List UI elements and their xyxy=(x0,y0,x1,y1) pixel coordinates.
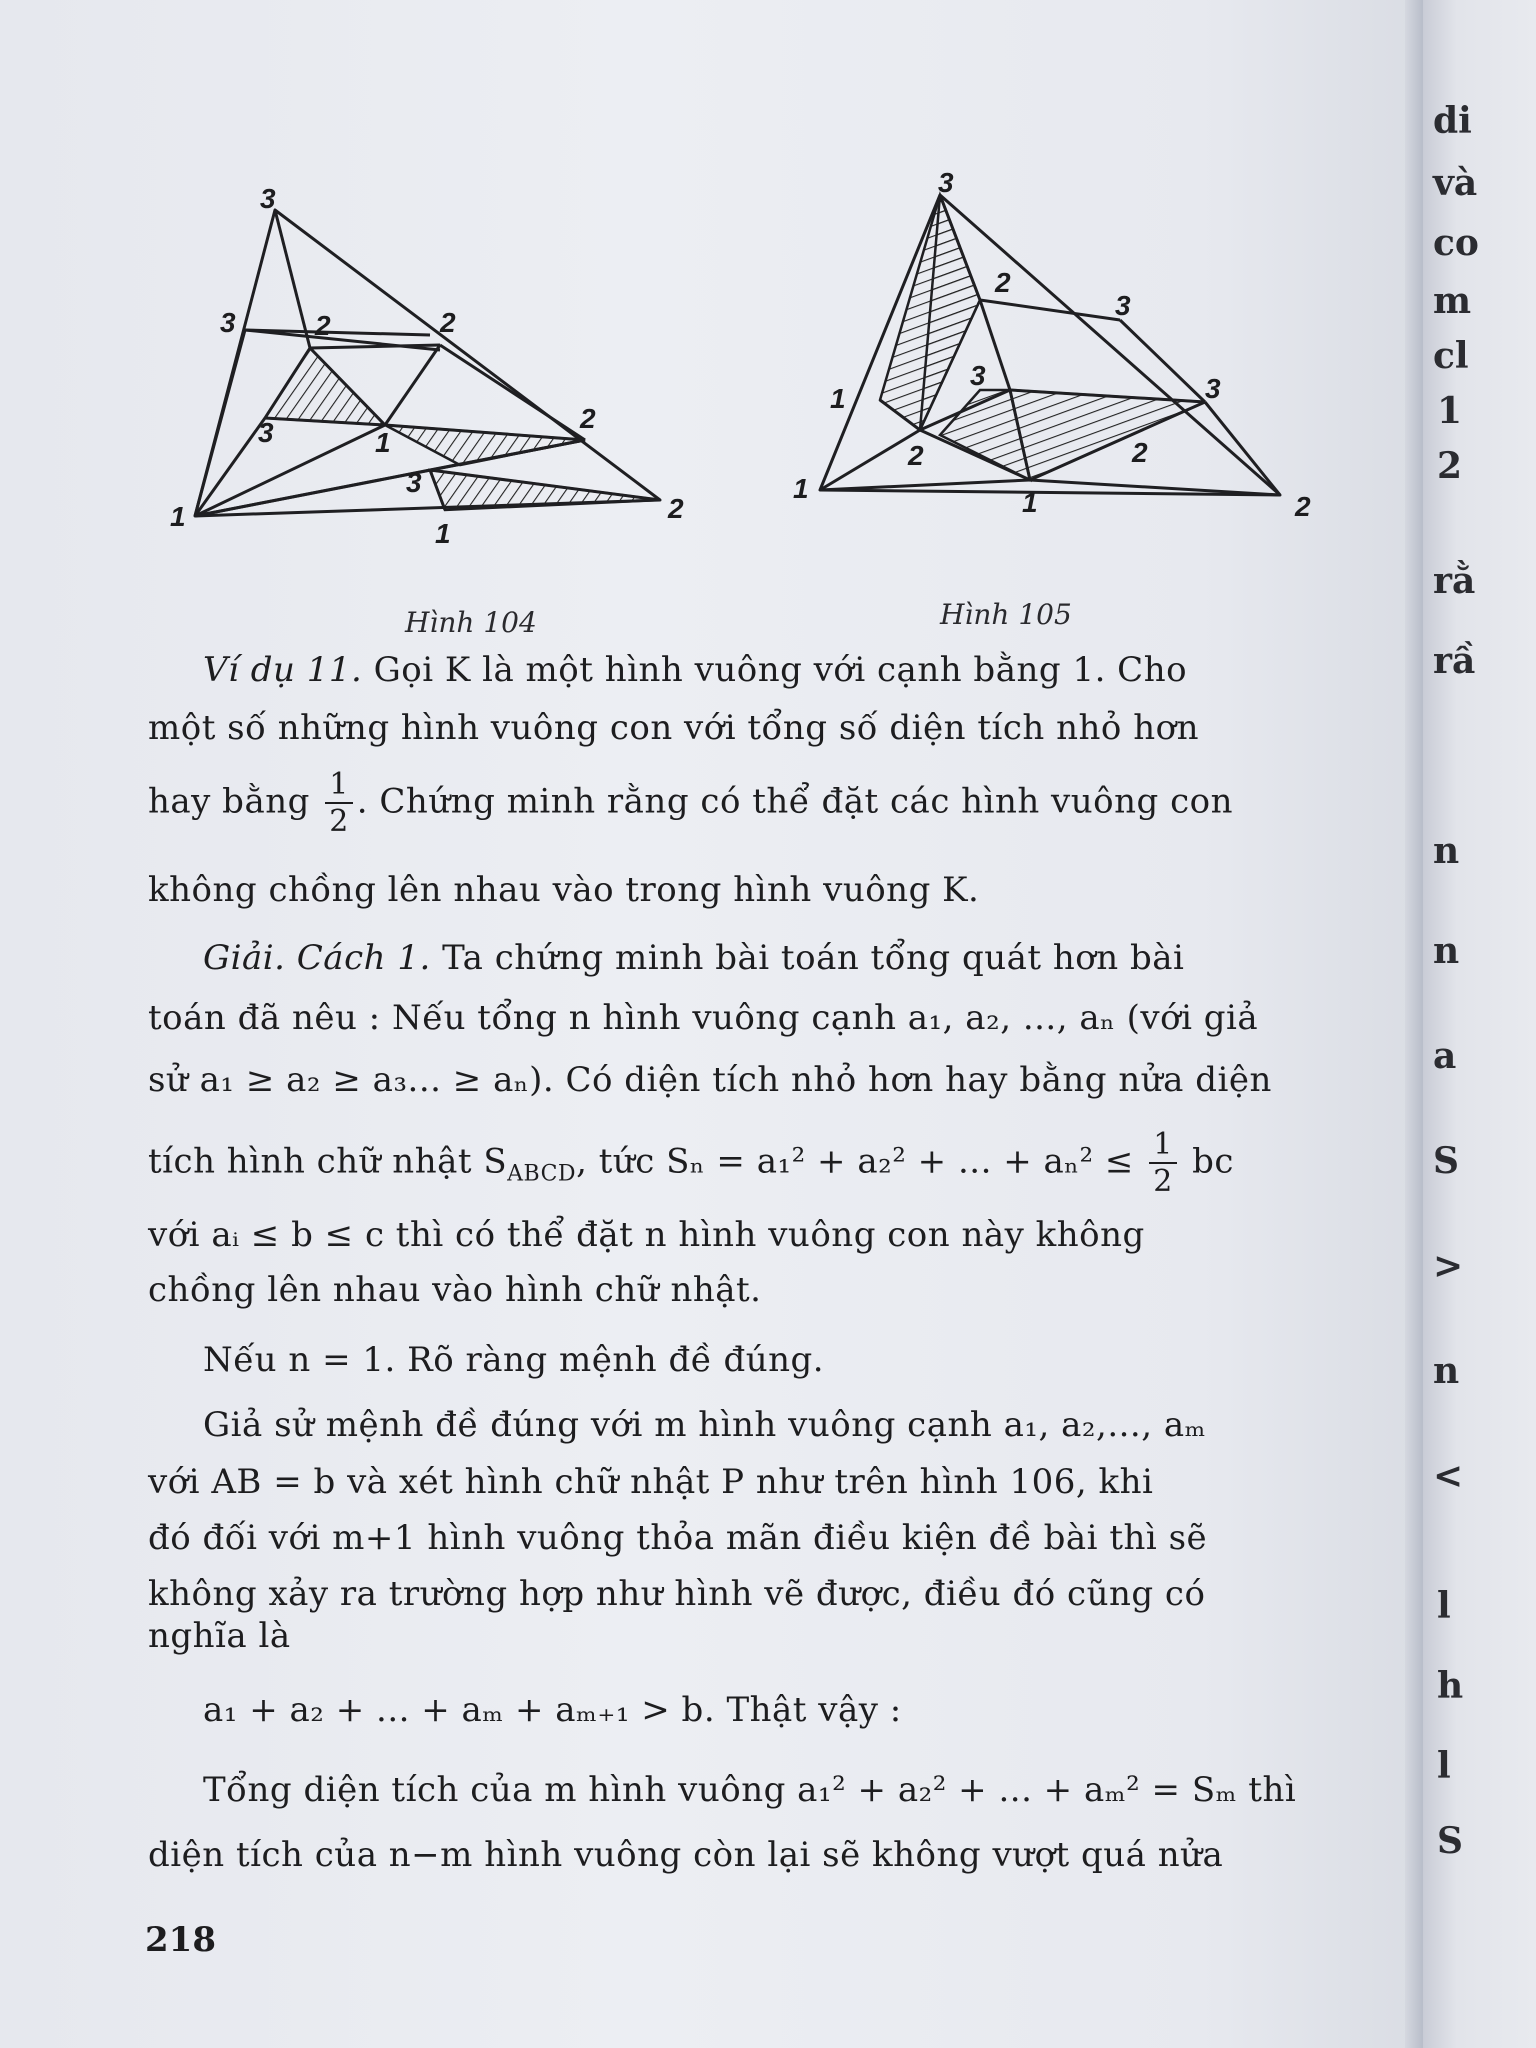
text-line: Giả sử mệnh đề đúng với m hình vuông cạnh a₁, a₂,..., aₘ xyxy=(203,1405,1206,1445)
text-line: sử a₁ ≥ a₂ ≥ a₃... ≥ aₙ). Có diện tích nhỏ hơn hay bằng nửa diện xyxy=(148,1060,1272,1100)
next-page-glyph: rằ xyxy=(1433,560,1476,602)
text-line: hay bằng $\frac{1}{2}$ . Chứng minh rằng có thể đặt các hình vuông con xyxy=(148,767,1234,839)
fig104-label: 2 xyxy=(580,403,596,434)
text-line: nghĩa là xyxy=(148,1616,291,1656)
next-page-glyph: cl xyxy=(1433,335,1469,377)
text-line: a₁ + a₂ + ... + aₘ + aₘ₊₁ > b. Thật vậy : xyxy=(203,1690,902,1730)
next-page-glyph: m xyxy=(1433,280,1472,322)
fig104-label: 2 xyxy=(668,493,684,524)
figure-105 xyxy=(790,160,1330,530)
fig105-label: 2 xyxy=(908,440,924,471)
fraction-one-half: $\frac{1}{2}$ xyxy=(1149,1130,1177,1197)
next-page-glyph: n xyxy=(1433,1350,1460,1392)
text-line: Tổng diện tích của m hình vuông a₁² + a₂² + ... + aₘ² = Sₘ thì xyxy=(203,1770,1297,1810)
text-line: với AB = b và xét hình chữ nhật P như trên hình 106, khi xyxy=(148,1462,1154,1502)
next-page-glyph: co xyxy=(1433,222,1479,264)
text-line: toán đã nêu : Nếu tổng n hình vuông cạnh a₁, a₂, ..., aₙ (với giả xyxy=(148,998,1259,1038)
next-page-glyph: S xyxy=(1433,1140,1459,1182)
fig105-label: 3 xyxy=(970,360,986,391)
fig105-label: 1 xyxy=(830,383,846,414)
text-line: Nếu n = 1. Rõ ràng mệnh đề đúng. xyxy=(203,1340,825,1380)
fig104-label: 3 xyxy=(260,183,276,214)
fig104-label: 3 xyxy=(220,307,236,338)
text-line: không xảy ra trường hợp như hình vẽ được, điều đó cũng có xyxy=(148,1574,1206,1614)
next-page-glyph: a xyxy=(1433,1035,1457,1077)
hatched-region xyxy=(430,470,660,510)
next-page-glyph: S xyxy=(1437,1820,1463,1862)
page-number: 218 xyxy=(145,1920,216,1960)
page-edge xyxy=(1405,0,1423,2048)
figure-104-caption: Hình 104 xyxy=(405,606,537,639)
next-page-glyph: n xyxy=(1433,830,1460,872)
figure-105-caption: Hình 105 xyxy=(940,598,1072,631)
next-page-glyph: 2 xyxy=(1437,445,1463,487)
hatched-region xyxy=(265,348,385,425)
fraction-one-half: $\frac{1}{2}$ xyxy=(325,770,353,837)
next-page-glyph: h xyxy=(1437,1665,1464,1707)
fig105-label: 3 xyxy=(1205,373,1221,404)
fig104-label: 1 xyxy=(375,427,391,458)
fig104-label: 1 xyxy=(170,501,186,532)
fig105-label: 3 xyxy=(938,167,954,198)
fig104-label: 1 xyxy=(435,518,451,549)
next-page-glyph: l xyxy=(1437,1745,1451,1787)
fig105-label: 1 xyxy=(1022,487,1038,518)
text-line: diện tích của n−m hình vuông còn lại sẽ không vượt quá nửa xyxy=(148,1835,1224,1875)
text-line: Ví dụ 11. Gọi K là một hình vuông với cạnh bằng 1. Cho xyxy=(203,650,1188,690)
fig105-label: 1 xyxy=(793,473,809,504)
text-line: không chồng lên nhau vào trong hình vuông K. xyxy=(148,870,980,910)
next-page-strip xyxy=(1423,0,1536,2048)
figure-104 xyxy=(160,180,720,570)
fig105-label: 2 xyxy=(1295,491,1311,522)
text-line: với aᵢ ≤ b ≤ c thì có thể đặt n hình vuông con này không xyxy=(148,1215,1145,1255)
text-line: tích hình chữ nhật $S_{ABCD}$, tức Sₙ = a₁² + a₂² + ... + aₙ² ≤ $\frac{1}{2}$ bc xyxy=(148,1127,1234,1199)
next-page-glyph: di xyxy=(1433,100,1472,142)
text-line: Giải. Cách 1. Ta chứng minh bài toán tổng quát hơn bài xyxy=(203,938,1185,978)
next-page-glyph: < xyxy=(1433,1455,1464,1497)
fig104-label: 2 xyxy=(440,307,456,338)
triangle-edges xyxy=(195,210,660,516)
next-page-glyph: 1 xyxy=(1437,390,1463,432)
fig104-label: 3 xyxy=(258,417,274,448)
next-page-glyph: và xyxy=(1433,162,1478,204)
next-page-glyph: > xyxy=(1433,1245,1464,1287)
text-line: một số những hình vuông con với tổng số diện tích nhỏ hơn xyxy=(148,708,1199,748)
text-line: chồng lên nhau vào hình chữ nhật. xyxy=(148,1270,762,1310)
fig104-label: 3 xyxy=(406,467,422,498)
hatched-region xyxy=(1010,390,1205,480)
fig105-label: 2 xyxy=(995,267,1011,298)
fig104-label: 2 xyxy=(315,310,331,341)
next-page-glyph: l xyxy=(1437,1585,1451,1627)
next-page-glyph: n xyxy=(1433,930,1460,972)
fig105-label: 3 xyxy=(1115,290,1131,321)
fig105-label: 2 xyxy=(1132,437,1148,468)
next-page-glyph: rầ xyxy=(1433,640,1476,682)
text-line: đó đối với m+1 hình vuông thỏa mãn điều kiện đề bài thì sẽ xyxy=(148,1518,1208,1558)
